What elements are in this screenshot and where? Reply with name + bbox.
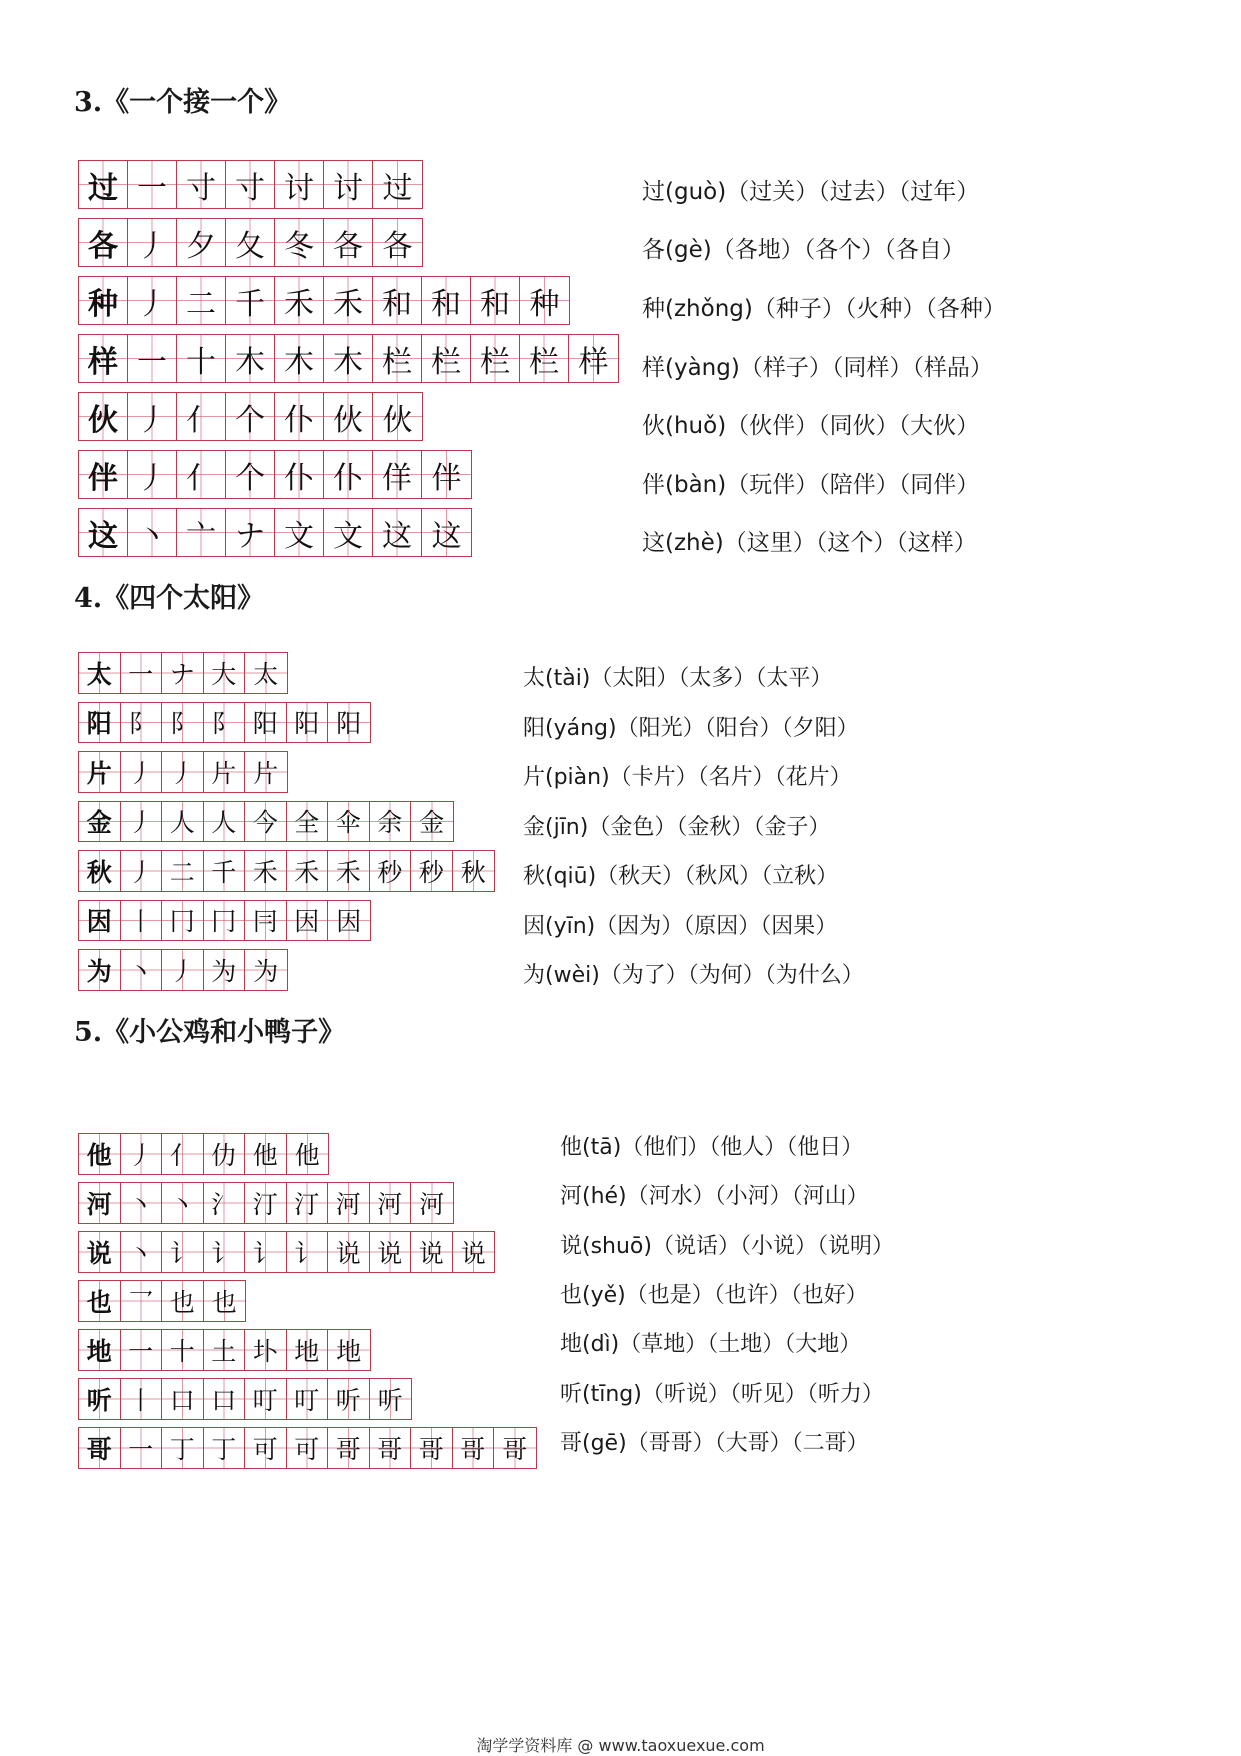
stroke-cell-step: 可 — [287, 1428, 329, 1468]
stroke-cell-step: ナ — [162, 653, 204, 693]
stroke-cell-step: 丿 — [162, 752, 204, 792]
word-line: 伴(bàn)（玩伴）（陪伴）（同伴） — [642, 471, 980, 498]
stroke-cell-character: 也 — [79, 1281, 121, 1321]
stroke-row — [78, 218, 423, 267]
stroke-cell-step: 丶 — [162, 1183, 204, 1223]
stroke-cell-step: 仆 — [275, 451, 324, 498]
word-line: 阳(yáng)（阳光）（阳台）（夕阳） — [523, 715, 859, 741]
stroke-cell-step: 十 — [162, 1330, 204, 1370]
stroke-cell-step: 汀 — [287, 1183, 329, 1223]
word-line: 种(zhǒng)（种子）（火种）（各种） — [642, 295, 1006, 322]
stroke-cell-step: 二 — [177, 277, 226, 324]
stroke-row — [78, 450, 472, 499]
stroke-row — [78, 1329, 371, 1371]
stroke-cell-step: 木 — [226, 335, 275, 382]
stroke-cell-step: 仆 — [275, 393, 324, 440]
stroke-cell-step: 栏 — [373, 335, 422, 382]
stroke-cell-step: 地 — [287, 1330, 329, 1370]
stroke-cell-step: 栏 — [520, 335, 569, 382]
word-line: 因(yīn)（因为）（原因）（因果） — [523, 913, 838, 939]
stroke-cell-step: 丶 — [121, 1183, 163, 1223]
stroke-row — [78, 900, 371, 942]
stroke-cell-character: 种 — [79, 277, 128, 324]
stroke-cell-step: 丨 — [121, 1379, 163, 1419]
stroke-row — [78, 1231, 495, 1273]
stroke-cell-step: 地 — [328, 1330, 370, 1370]
stroke-cell-step: 说 — [370, 1232, 412, 1272]
lesson-4-stroke-table — [78, 652, 495, 999]
stroke-cell-character: 这 — [79, 509, 128, 556]
stroke-cell-step: 阳 — [287, 703, 329, 743]
stroke-cell-step: 人 — [162, 802, 204, 842]
stroke-cell-character: 太 — [79, 653, 121, 693]
stroke-cell-step: 一 — [128, 335, 177, 382]
word-line: 这(zhè)（这里）（这个）（这样） — [642, 530, 977, 557]
stroke-cell-character: 各 — [79, 219, 128, 266]
lesson-3-stroke-table — [78, 160, 619, 566]
word-line: 为(wèi)（为了）（为何）（为什么） — [523, 963, 864, 989]
stroke-cell-step: 讨 — [275, 161, 324, 208]
stroke-cell-step: 仂 — [204, 1134, 246, 1174]
stroke-cell-step: 夂 — [226, 219, 275, 266]
stroke-cell-step: 种 — [520, 277, 569, 324]
stroke-cell-step: 禾 — [245, 851, 287, 891]
stroke-cell-step: 秋 — [453, 851, 495, 891]
stroke-cell-step: 丿 — [121, 1134, 163, 1174]
stroke-cell-step: 禾 — [324, 277, 373, 324]
stroke-cell-step: 和 — [373, 277, 422, 324]
stroke-cell-step: 他 — [287, 1134, 329, 1174]
stroke-cell-step: 二 — [162, 851, 204, 891]
stroke-cell-step: 亻 — [177, 393, 226, 440]
footer-watermark: 淘学学资料库 @ www.taoxuexue.com — [476, 1736, 765, 1755]
stroke-cell-step: 丨 — [121, 901, 163, 941]
stroke-cell-step: 和 — [471, 277, 520, 324]
stroke-cell-step: 亻 — [177, 451, 226, 498]
stroke-cell-step: 木 — [275, 335, 324, 382]
stroke-row — [78, 702, 371, 744]
stroke-cell-step: 全 — [287, 802, 329, 842]
stroke-cell-step: 阝 — [162, 703, 204, 743]
stroke-cell-step: 丶 — [128, 509, 177, 556]
stroke-cell-step: 一 — [121, 653, 163, 693]
stroke-row — [78, 1427, 537, 1469]
word-line: 地(dì)（草地）（土地）（大地） — [560, 1332, 862, 1358]
stroke-cell-step: 金 — [411, 802, 453, 842]
stroke-cell-character: 听 — [79, 1379, 121, 1419]
lesson-5-stroke-table — [78, 1133, 537, 1476]
stroke-cell-step: 丶 — [121, 1232, 163, 1272]
lesson-3-word-list — [642, 160, 1006, 570]
stroke-cell-step: 阳 — [328, 703, 370, 743]
stroke-cell-character: 过 — [79, 161, 128, 208]
stroke-cell-step: 丁 — [162, 1428, 204, 1468]
stroke-cell-step: 丿 — [128, 393, 177, 440]
stroke-cell-character: 说 — [79, 1232, 121, 1272]
stroke-row — [78, 508, 472, 557]
stroke-cell-step: 秒 — [411, 851, 453, 891]
stroke-row — [78, 334, 619, 383]
stroke-cell-character: 伙 — [79, 393, 128, 440]
stroke-cell-step: 阝 — [204, 703, 246, 743]
stroke-cell-step: 丿 — [162, 950, 204, 990]
stroke-cell-step: 秒 — [370, 851, 412, 891]
stroke-cell-step: 因 — [328, 901, 370, 941]
stroke-cell-step: 听 — [328, 1379, 370, 1419]
word-line: 样(yàng)（样子）（同样）（样品） — [642, 354, 993, 381]
stroke-cell-step: 寸 — [226, 161, 275, 208]
stroke-cell-step: 丿 — [128, 451, 177, 498]
stroke-cell-step: 千 — [226, 277, 275, 324]
stroke-cell-step: 冬 — [275, 219, 324, 266]
stroke-cell-step: 伴 — [422, 451, 471, 498]
stroke-row — [78, 1133, 329, 1175]
stroke-cell-step: 口 — [162, 1379, 204, 1419]
stroke-row — [78, 1378, 412, 1420]
stroke-cell-step: 河 — [328, 1183, 370, 1223]
stroke-cell-step: 河 — [370, 1183, 412, 1223]
stroke-cell-step: 冃 — [245, 901, 287, 941]
stroke-cell-step: 也 — [204, 1281, 246, 1321]
stroke-cell-step: 一 — [121, 1428, 163, 1468]
stroke-cell-step: 哥 — [494, 1428, 536, 1468]
stroke-cell-character: 阳 — [79, 703, 121, 743]
stroke-row — [78, 949, 288, 991]
stroke-cell-step: 丿 — [121, 802, 163, 842]
stroke-cell-step: 今 — [245, 802, 287, 842]
stroke-cell-step: 伞 — [328, 802, 370, 842]
stroke-cell-step: 木 — [324, 335, 373, 382]
stroke-cell-step: 讠 — [287, 1232, 329, 1272]
stroke-cell-step: 十 — [177, 335, 226, 382]
stroke-cell-step: 个 — [226, 451, 275, 498]
stroke-cell-step: 讠 — [245, 1232, 287, 1272]
stroke-cell-step: 丿 — [121, 851, 163, 891]
stroke-cell-step: 讨 — [324, 161, 373, 208]
stroke-cell-step: 讠 — [204, 1232, 246, 1272]
stroke-cell-step: 文 — [275, 509, 324, 556]
stroke-cell-step: 人 — [204, 802, 246, 842]
stroke-cell-step: 样 — [569, 335, 618, 382]
stroke-cell-step: 说 — [328, 1232, 370, 1272]
stroke-cell-step: 禾 — [275, 277, 324, 324]
stroke-cell-step: 仆 — [324, 451, 373, 498]
stroke-cell-step: 一 — [121, 1330, 163, 1370]
stroke-cell-step: 口 — [204, 1379, 246, 1419]
stroke-cell-step: 过 — [373, 161, 422, 208]
stroke-cell-step: 夕 — [177, 219, 226, 266]
stroke-cell-step: 为 — [204, 950, 246, 990]
stroke-cell-character: 他 — [79, 1134, 121, 1174]
stroke-cell-step: 丿 — [128, 219, 177, 266]
stroke-cell-step: 余 — [370, 802, 412, 842]
stroke-cell-step: 伙 — [324, 393, 373, 440]
lesson-5-word-list — [560, 1121, 894, 1466]
stroke-cell-step: 禾 — [287, 851, 329, 891]
stroke-row — [78, 160, 423, 209]
stroke-cell-step: 可 — [245, 1428, 287, 1468]
stroke-cell-step: 和 — [422, 277, 471, 324]
stroke-cell-step: 文 — [324, 509, 373, 556]
word-line: 过(guò)（过关）（过去）（过年） — [642, 178, 980, 205]
stroke-cell-step: 亻 — [162, 1134, 204, 1174]
stroke-cell-step: 哥 — [328, 1428, 370, 1468]
stroke-cell-character: 金 — [79, 802, 121, 842]
stroke-cell-step: 冂 — [162, 901, 204, 941]
stroke-cell-step: 丿 — [128, 277, 177, 324]
stroke-cell-step: 这 — [373, 509, 422, 556]
word-line: 片(piàn)（卡片）（名片）（花片） — [523, 765, 852, 791]
stroke-cell-step: 寸 — [177, 161, 226, 208]
stroke-cell-character: 地 — [79, 1330, 121, 1370]
stroke-cell-step: 千 — [204, 851, 246, 891]
lesson-4-word-list — [523, 652, 864, 999]
word-line: 他(tā)（他们）（他人）（他日） — [560, 1135, 864, 1161]
stroke-cell-step: 河 — [411, 1183, 453, 1223]
stroke-cell-step: 丁 — [204, 1428, 246, 1468]
stroke-row — [78, 392, 423, 441]
stroke-cell-step: 阝 — [121, 703, 163, 743]
stroke-cell-step: 各 — [324, 219, 373, 266]
word-line: 听(tīng)（听说）（听见）（听力） — [560, 1381, 884, 1407]
stroke-cell-character: 片 — [79, 752, 121, 792]
stroke-row — [78, 652, 288, 694]
word-line: 各(gè)（各地）（各个）（各自） — [642, 237, 965, 264]
stroke-row — [78, 1280, 246, 1322]
stroke-cell-step: 叮 — [287, 1379, 329, 1419]
stroke-cell-step: 各 — [373, 219, 422, 266]
word-line: 也(yě)（也是）（也许）（也好） — [560, 1283, 868, 1309]
stroke-cell-step: 乛 — [121, 1281, 163, 1321]
stroke-row — [78, 276, 570, 325]
stroke-cell-step: 听 — [370, 1379, 412, 1419]
lesson-5-title: 5.《小公鸡和小鸭子》 — [74, 1017, 346, 1048]
stroke-cell-step: 丿 — [121, 752, 163, 792]
stroke-cell-step: 太 — [245, 653, 287, 693]
stroke-row — [78, 751, 288, 793]
stroke-cell-step: 哥 — [411, 1428, 453, 1468]
word-line: 金(jīn)（金色）（金秋）（金子） — [523, 814, 831, 840]
stroke-row — [78, 801, 454, 843]
stroke-cell-step: 哥 — [453, 1428, 495, 1468]
stroke-cell-character: 因 — [79, 901, 121, 941]
stroke-cell-character: 为 — [79, 950, 121, 990]
word-line: 太(tài)（太阳）（太多）（太平） — [523, 666, 833, 692]
stroke-cell-step: 片 — [245, 752, 287, 792]
stroke-cell-character: 伴 — [79, 451, 128, 498]
stroke-cell-character: 哥 — [79, 1428, 121, 1468]
stroke-cell-step: 哥 — [370, 1428, 412, 1468]
stroke-cell-step: 因 — [287, 901, 329, 941]
stroke-cell-step: 大 — [204, 653, 246, 693]
stroke-cell-step: 为 — [245, 950, 287, 990]
stroke-row — [78, 1182, 454, 1224]
stroke-cell-step: 栏 — [471, 335, 520, 382]
stroke-cell-step: 栏 — [422, 335, 471, 382]
stroke-cell-step: 丶 — [121, 950, 163, 990]
stroke-cell-step: 说 — [411, 1232, 453, 1272]
word-line: 伙(huǒ)（伙伴）（同伙）（大伙） — [642, 413, 980, 440]
stroke-cell-step: 说 — [453, 1232, 495, 1272]
stroke-cell-step: 阳 — [245, 703, 287, 743]
stroke-cell-step: 氵 — [204, 1183, 246, 1223]
lesson-3-title: 3.《一个接一个》 — [74, 87, 292, 118]
stroke-cell-step: 伙 — [373, 393, 422, 440]
stroke-cell-character: 河 — [79, 1183, 121, 1223]
word-line: 河(hé)（河水）（小河）（河山） — [560, 1184, 869, 1210]
stroke-cell-character: 样 — [79, 335, 128, 382]
stroke-cell-step: 亠 — [177, 509, 226, 556]
stroke-cell-step: 圤 — [245, 1330, 287, 1370]
word-line: 哥(gē)（哥哥）（大哥）（二哥） — [560, 1430, 869, 1456]
stroke-cell-step: 冂 — [204, 901, 246, 941]
stroke-cell-step: 他 — [245, 1134, 287, 1174]
word-line: 说(shuō)（说话）（小说）（说明） — [560, 1233, 894, 1259]
stroke-cell-step: 一 — [128, 161, 177, 208]
stroke-row — [78, 850, 495, 892]
stroke-cell-step: 叮 — [245, 1379, 287, 1419]
stroke-cell-step: 讠 — [162, 1232, 204, 1272]
stroke-cell-step: ナ — [226, 509, 275, 556]
stroke-cell-character: 秋 — [79, 851, 121, 891]
stroke-cell-step: 这 — [422, 509, 471, 556]
stroke-cell-step: 汀 — [245, 1183, 287, 1223]
word-line: 秋(qiū)（秋天）（秋风）（立秋） — [523, 864, 839, 890]
stroke-cell-step: 土 — [204, 1330, 246, 1370]
stroke-cell-step: 片 — [204, 752, 246, 792]
stroke-cell-step: 个 — [226, 393, 275, 440]
stroke-cell-step: 佯 — [373, 451, 422, 498]
stroke-cell-step: 也 — [162, 1281, 204, 1321]
lesson-4-title: 4.《四个太阳》 — [74, 583, 265, 614]
stroke-cell-step: 禾 — [328, 851, 370, 891]
